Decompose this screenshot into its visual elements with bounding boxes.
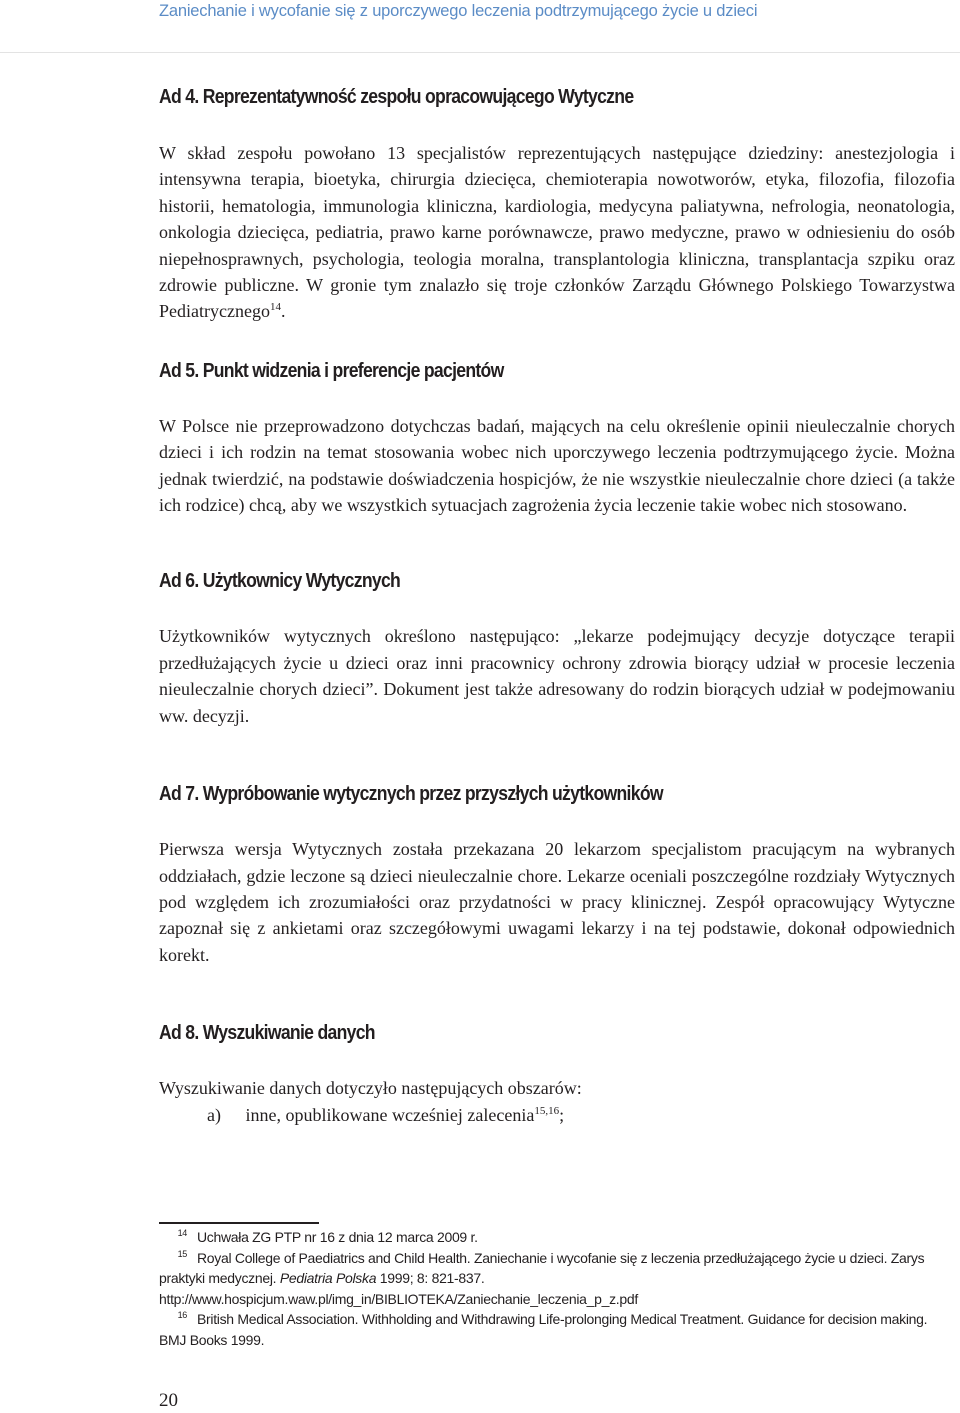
list-text: inne, opublikowane wcześniej zalecenia	[245, 1104, 535, 1125]
footnote-divider	[159, 1222, 319, 1224]
running-header: Zaniechanie i wycofanie się z uporczywego leczenia podtrzymującego życie u dzieci	[159, 2, 758, 20]
journal-name: Pediatria Polska	[279, 1270, 377, 1286]
section-paragraph	[159, 140, 955, 325]
section-paragraph: Wyszukiwanie danych dotyczyło następujących obszarów:	[159, 1078, 582, 1099]
footnote-ref: 15,16	[534, 1104, 560, 1117]
page-body	[159, 84, 955, 1128]
footnote-text: Uchwała ZG PTP nr 16 z dnia 12 marca 2009 r.	[197, 1229, 478, 1245]
section-ad6	[159, 568, 955, 729]
section-paragraph: Pierwsza wersja Wytycznych została przekazana 20 lekarzom specjalistom pracującym na wybranych oddziałach, gdzie leczone są dzieci nieuleczalnie chore. Lekarze oceniali poszczególne rozdziały Wytycznych pod względem ich zrozumiałości oraz przydatności w pracy klinicznej. Zespół opracowujący Wytyczne zapoznał się z ankietami oraz szczegółowymi uwagami lekarzy i na tej podstawie, dokonał odpowiednich korekt.	[159, 839, 955, 965]
footnote-15: 15 Royal College of Paediatrics and Child Health. Zaniechanie i wycofanie się z leczenia przedłużającego życie u dzieci. Zarys praktyki medycznej. Pediatria Polska 1999; 8: 821-837. http://www.hospicjum.waw.pl/img_in/BIBLIOTEKA/Zaniechanie_leczenia_p_z.pdf	[159, 1248, 925, 1307]
footnote-14: 14 Uchwała ZG PTP nr 16 z dnia 12 marca 2009 r.	[177, 1228, 478, 1245]
section-paragraph: W Polsce nie przeprowadzono dotychczas badań, mających na celu określenie opinii nieuleczalnie chorych dzieci i ich rodzin na temat stosowania wobec nich uporczywego leczenia podtrzymującego życie. Można jednak twierdzić, na podstawie doświadczenia hospicjów, że nie wszystkie nieuleczalnie chore dzieci (a także ich rodzice) chcą, aby we wszystkich sytuacjach zagrożenia życia leczenie takie wobec nich stosowano.	[159, 415, 955, 516]
header-divider	[0, 52, 960, 53]
footnotes	[159, 1227, 955, 1350]
list-item	[159, 1102, 955, 1128]
list-item-text	[245, 1105, 564, 1125]
paragraph-text: W skład zespołu powołano 13 specjalistów reprezentujących następujące dziedziny: anestezjologia i intensywna terapia, bioetyka, chirurgia dziecięca, chemioterapia nowotworów, etyka, filozofia, filozofia historii, hematologia, immunologia kliniczna, kardiologia, medycyna paliatywna, nefrologia, neonatologia, onkologia dziecięca, pediatria, prawo karne porównawcze, prawo medyczne, prawo w odniesieniu do osób niepełnosprawnych, psychologia, teologia moralna, transplantologia kliniczna, transplantacja szpiku oraz zdrowie publiczne. W gronie tym znalazło się troje członków Zarządu Głównego Polskiego Towarzystwa Pediatrycznego	[159, 143, 955, 322]
section-ad4	[159, 84, 955, 325]
section-ad5	[159, 358, 955, 519]
paragraph-end: .	[280, 301, 286, 322]
footnote-ref: 14	[269, 301, 281, 314]
section-ad7	[159, 781, 955, 968]
section-heading: Ad 5. Punkt widzenia i preferencje pacjentów	[159, 359, 504, 382]
footnote-text: British Medical Association. Withholding and Withdrawing Life-prolonging Medical Treatment. Guidance for decision making. BMJ Books 1999.	[159, 1311, 928, 1348]
section-ad8	[159, 1020, 955, 1128]
list-end: ;	[559, 1104, 565, 1125]
page-number: 20	[159, 1390, 178, 1411]
footnote-text-after: 1999; 8: 821-837. http://www.hospicjum.waw.pl/img_in/BIBLIOTEKA/Zaniechanie_leczenia_p_z.pdf	[159, 1270, 638, 1307]
footnote-text: Royal College of Paediatrics and Child Health. Zaniechanie i wycofanie się z leczenia przedłużającego życie u dzieci. Zarys praktyki medycznej.	[159, 1249, 925, 1286]
section-heading: Ad 7. Wypróbowanie wytycznych przez przyszłych użytkowników	[159, 783, 663, 806]
section-heading: Ad 8. Wyszukiwanie danych	[159, 1022, 375, 1045]
section-heading: Ad 4. Reprezentatywność zespołu opracowującego Wytyczne	[159, 86, 634, 108]
footnote-16: 16 British Medical Association. Withholding and Withdrawing Life-prolonging Medical Treatment. Guidance for decision making. BMJ Books 1999.	[159, 1310, 928, 1348]
section-paragraph: Użytkowników wytycznych określono następująco: „lekarze podejmujący decyzje dotyczące terapii przedłużających życie u dzieci oraz inni pracownicy ochrony zdrowia biorący udział w procesie leczenia nieuleczalnie chorych dzieci”. Dokument jest także adresowany do rodzin biorących udział w podejmowaniu ww. decyzji.	[159, 626, 955, 726]
section-heading: Ad 6. Użytkownicy Wytycznych	[159, 570, 401, 593]
list-marker: a)	[207, 1104, 221, 1125]
